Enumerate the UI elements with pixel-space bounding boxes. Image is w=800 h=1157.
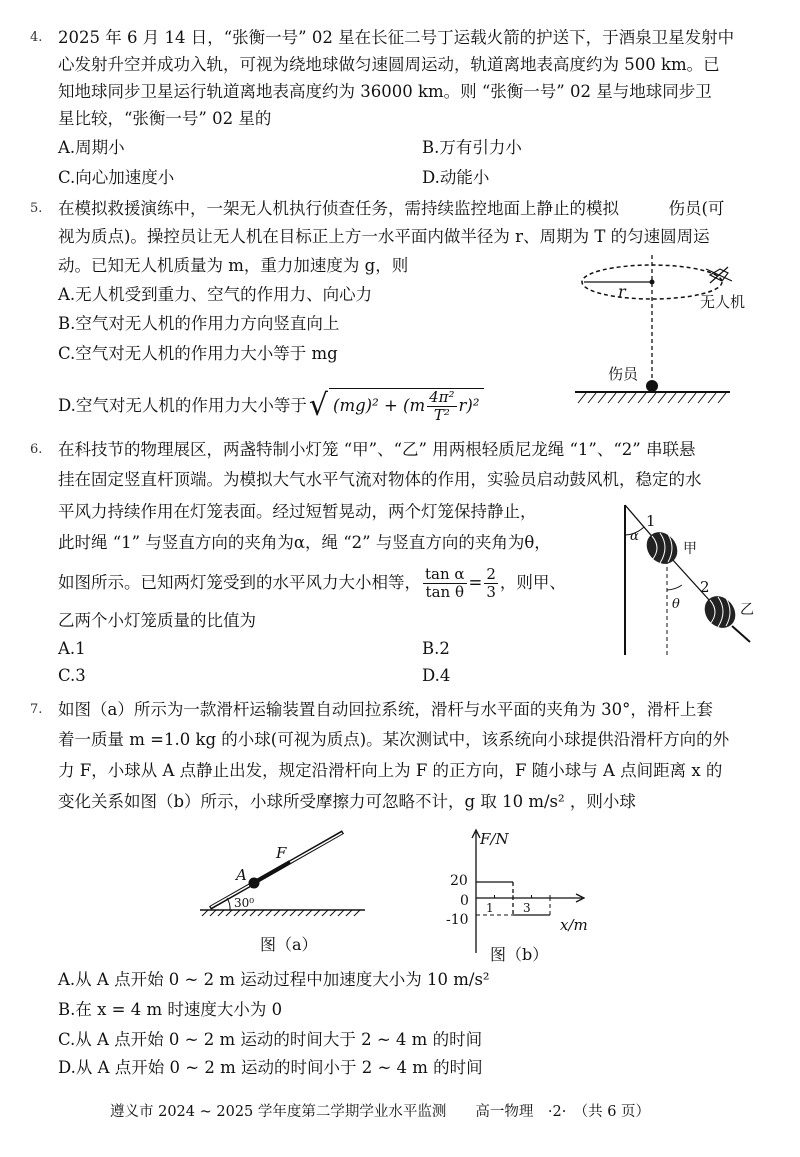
lantern-1-icon (640, 526, 683, 570)
value-numerator: 2 (486, 564, 496, 583)
point-a-label: A (236, 866, 247, 884)
y-tick-0: 0 (460, 893, 469, 909)
question-text: 视为质点)。操控员让无人机在目标正上方一水平面内做半径为 r、周期为 T 的匀速圆周运 (58, 227, 710, 246)
alpha-label: α (630, 529, 639, 544)
question-text: 在模拟救援演练中，一架无人机执行侦查任务，需持续监控地面上静止的模拟 伤员(可 (58, 199, 725, 218)
option-d: D.4 (422, 666, 451, 685)
ratio-denominator: tan θ (425, 582, 464, 601)
ground-hatch (578, 393, 726, 403)
option-a: A.周期小 (58, 138, 125, 157)
question-text: 心发射升空并成功入轨，可视为绕地球做匀速圆周运动，轨道离地表高度约为 500 km。已 (58, 55, 720, 74)
question-text: 着一质量 m =1.0 kg 的小球(可视为质点)。某次测试中，该系统向小球提供沿滑杆方向的外 (58, 730, 730, 749)
question-text: 平风力持续作用在灯笼表面。经过短暂晃动，两个灯笼保持静止， (58, 502, 537, 521)
question-number: 5. (30, 201, 43, 216)
force-arrow (255, 862, 290, 882)
angle-label: 30⁰ (234, 896, 255, 910)
option-b: B.空气对无人机的作用力方向竖直向上 (58, 314, 340, 333)
option-a: A.1 (58, 639, 86, 658)
force-label: F (276, 844, 287, 862)
question-text: 2025 年 6 月 14 日，“张衡一号” 02 星在长征二号丁运载火箭的护送下，于酒泉卫星发射中 (58, 28, 735, 47)
question-text: 知地球同步卫星运行轨道离地表高度约为 36000 km。则 “张衡一号” 02 星与地球同步卫 (58, 82, 712, 101)
figure-a-slide-rod (190, 820, 380, 960)
value-denominator: 3 (486, 582, 496, 601)
option-a: A.无人机受到重力、空气的作用力、向心力 (58, 285, 373, 304)
formula-fraction (427, 389, 456, 424)
figure-b-caption: 图（b） (490, 945, 549, 964)
formula-right: r)² (458, 396, 480, 415)
ball (249, 878, 260, 889)
theta-arc (667, 585, 682, 590)
rope-1-label: 1 (646, 512, 656, 530)
x-tick-1: 1 (486, 901, 494, 915)
lantern-1-label: 甲 (683, 541, 697, 557)
question-text: 如图所示。已知两灯笼受到的水平风力大小相等， (58, 573, 421, 592)
ratio-value (484, 566, 498, 601)
angle-arc (227, 898, 230, 910)
option-d-text: D.空气对无人机的作用力大小等于 (58, 396, 307, 415)
question-number: 7. (30, 702, 43, 717)
sqrt-formula (329, 388, 483, 424)
option-a: A.从 A 点开始 0 ~ 2 m 运动过程中加速度大小为 10 m/s² (58, 970, 490, 989)
question-text: 变化关系如图（b）所示，小球所受摩擦力可忽略不计，g 取 10 m/s² ，则小球 (58, 792, 636, 811)
person-dot (646, 380, 658, 392)
option-d: D.从 A 点开始 0 ~ 2 m 运动的时间小于 2 ~ 4 m 的时间 (58, 1058, 483, 1077)
option-d (58, 386, 484, 426)
person-label: 伤员 (608, 365, 639, 383)
y-tick-minus-10: -10 (446, 912, 469, 928)
question-text: ，则甲、 (499, 573, 566, 592)
option-c: C.空气对无人机的作用力大小等于 mg (58, 344, 338, 363)
lantern-figure (610, 500, 780, 660)
lantern-2-label: 乙 (740, 602, 754, 618)
question-text: 动。已知无人机质量为 m，重力加速度为 g，则 (58, 256, 409, 275)
question-text: 此时绳 “1” 与竖直方向的夹角为α，绳 “2” 与竖直方向的夹角为θ， (58, 533, 551, 552)
question-number: 4. (30, 30, 43, 45)
question-text-with-ratio (58, 565, 566, 601)
question-text: 乙两个小灯笼质量的比值为 (58, 611, 256, 630)
fraction-denominator: T² (433, 406, 450, 424)
question-text: 星比较，“张衡一号” 02 星的 (58, 109, 272, 128)
figure-a-caption: 图（a） (260, 935, 318, 954)
theta-label: θ (672, 597, 680, 612)
option-c: C.从 A 点开始 0 ~ 2 m 运动的时间大于 2 ~ 4 m 的时间 (58, 1030, 483, 1049)
radius-label: r (618, 282, 626, 301)
wind-arrow-icon (732, 626, 750, 642)
sqrt-sign: √ (308, 388, 329, 423)
ratio-numerator: tan α (425, 564, 465, 583)
question-text: 挂在固定竖直杆顶端。为模拟大气水平气流对物体的作用，实验员启动鼓风机，稳定的水 (58, 470, 702, 489)
drone-icon (706, 267, 732, 283)
fraction-numerator: 4π² (429, 388, 455, 406)
x-tick-3: 3 (523, 901, 531, 915)
formula-left: (mg)² + (m (333, 396, 426, 415)
center-dot (650, 280, 655, 285)
x-axis-label: x/m (560, 916, 588, 934)
y-axis-label: F/N (480, 830, 509, 848)
lantern-2-icon (698, 590, 741, 634)
drone-label: 无人机 (700, 293, 746, 311)
option-b: B.2 (422, 639, 450, 658)
option-b: B.在 x = 4 m 时速度大小为 0 (58, 1000, 283, 1019)
question-text: 在科技节的物理展区，两盏特制小灯笼 “甲”、“乙” 用两根轻质尼龙绳 “1”、“2” 串联悬 (58, 440, 696, 459)
option-b: B.万有引力小 (422, 138, 522, 157)
rope-2-label: 2 (700, 578, 710, 596)
option-c: C.向心加速度小 (58, 168, 175, 187)
ground-hatch (202, 910, 360, 916)
option-d: D.动能小 (422, 168, 490, 187)
y-tick-20: 20 (450, 873, 468, 889)
option-c: C.3 (58, 666, 86, 685)
equals-sign: = (468, 573, 483, 592)
tan-ratio (423, 566, 467, 601)
figure-b-force-chart (440, 828, 610, 968)
question-text: 如图（a）所示为一款滑杆运输装置自动回拉系统，滑杆与水平面的夹角为 30°，滑杆上套 (58, 700, 713, 719)
drone-figure (560, 245, 760, 415)
question-number: 6. (30, 442, 43, 457)
question-text: 力 F，小球从 A 点静止出发，规定沿滑杆向上为 F 的正方向，F 随小球与 A 点间距离 x 的 (58, 761, 723, 780)
page-footer: 遵义市 2024 ~ 2025 学年度第二学期学业水平监测 高一物理 ·2· （共 6 页） (110, 1104, 651, 1120)
